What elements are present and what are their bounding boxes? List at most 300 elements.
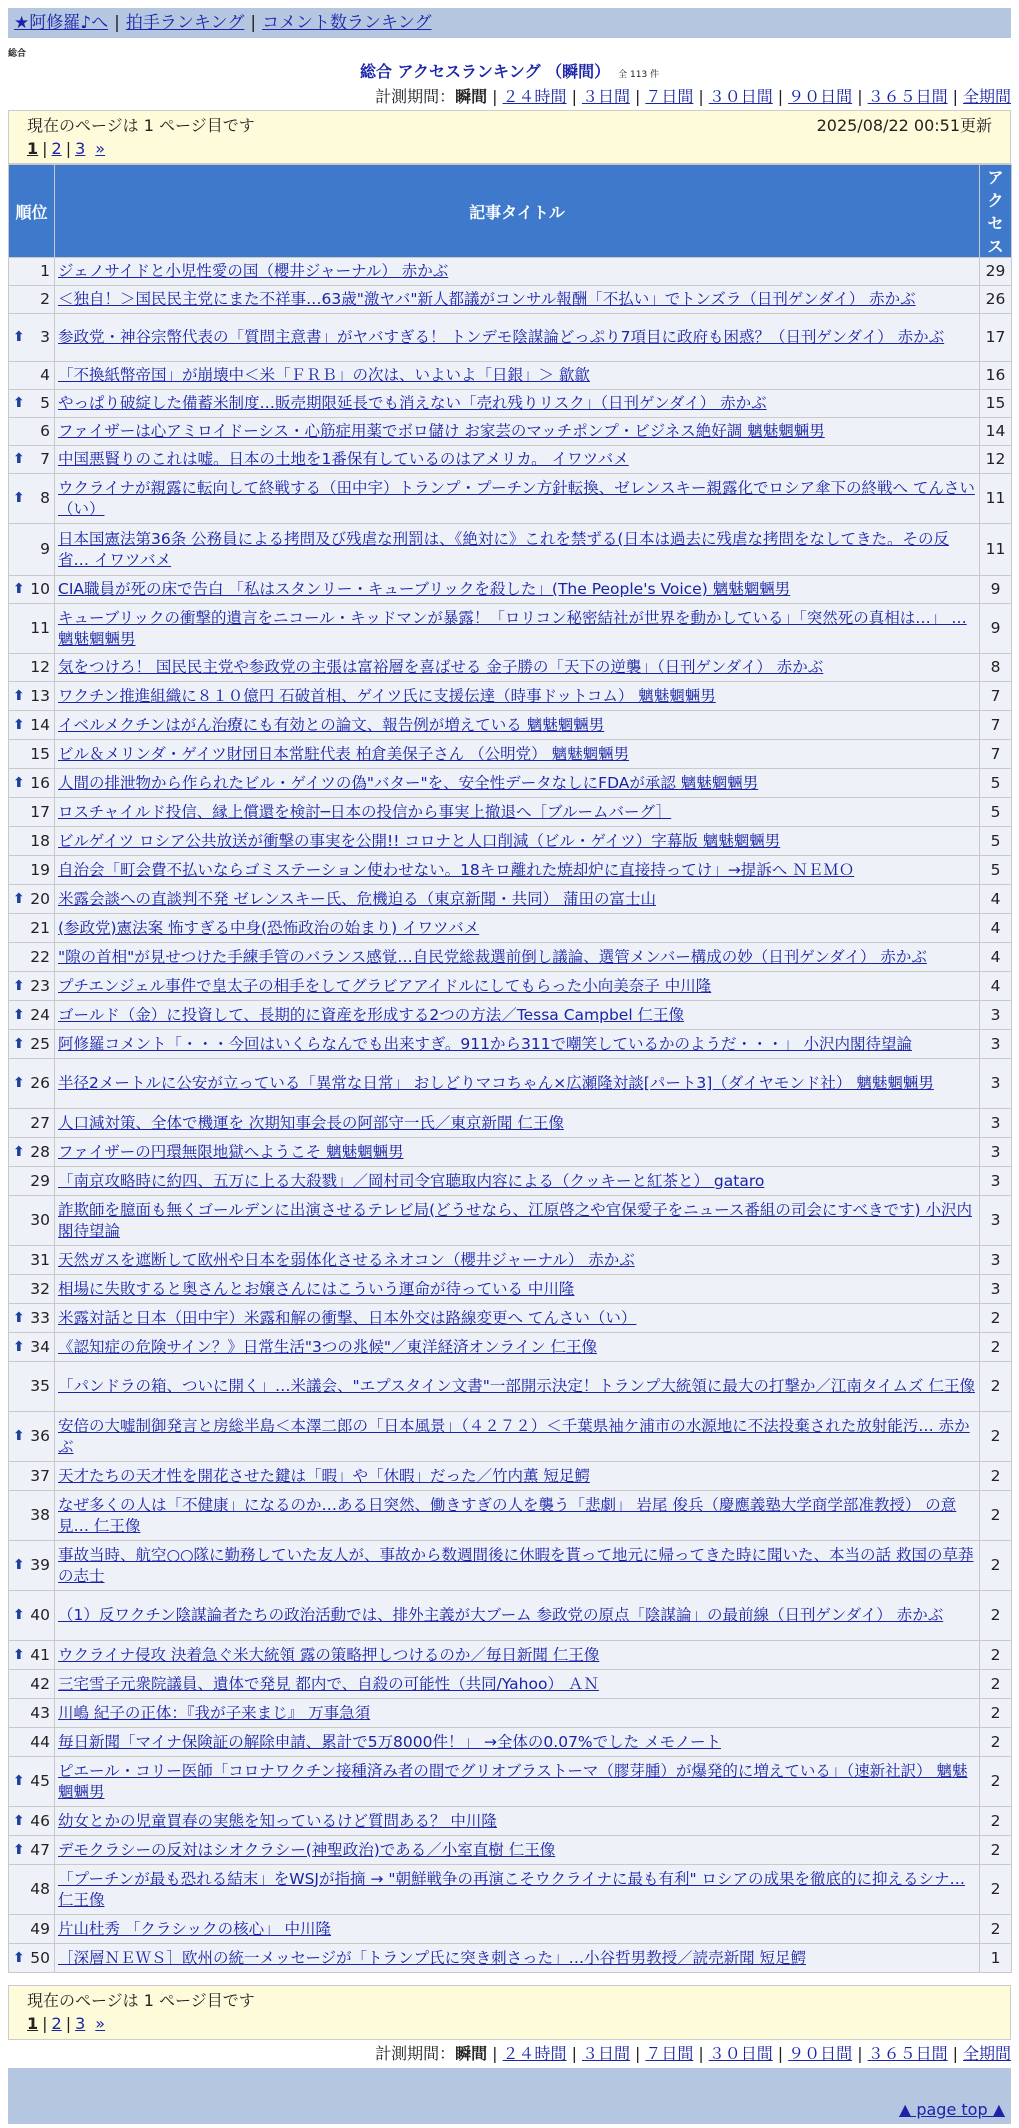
article-link[interactable]: 毎日新聞「マイナ保険証の解除申請、累計で5万8000件！」 →全体の0.07%でした メモノート — [58, 1732, 721, 1751]
title-cell — [55, 1915, 980, 1944]
title-cell — [55, 418, 980, 446]
rank-cell — [9, 1865, 55, 1915]
rank-number: 19 — [30, 860, 50, 879]
table-header-row — [9, 165, 1012, 258]
table-row — [9, 576, 1012, 604]
rank-cell — [9, 390, 55, 418]
article-link[interactable]: ［深層ＮＥＷＳ］欧州の統一メッセージが「トランプ氏に突き刺さった」…小谷哲男教授／読売新聞 短足鰐 — [58, 1948, 807, 1967]
rank-up-arrow-icon: ⬆ — [13, 1841, 25, 1858]
article-link[interactable]: 相場に失敗すると奥さんとお嬢さんにはこういう運命が待っている 中川隆 — [58, 1279, 575, 1298]
rank-up-arrow-icon: ⬆ — [13, 1035, 25, 1052]
article-link[interactable]: ゴールド（金）に投資して、長期的に資産を形成する2つの方法／Tessa Campbel 仁王像 — [58, 1005, 685, 1024]
rank-up-arrow-icon: ⬆ — [13, 774, 25, 791]
access-count: 8 — [980, 654, 1012, 682]
ranking-title: 総合 アクセスランキング （瞬間） — [359, 62, 611, 81]
table-row — [9, 1109, 1012, 1138]
rank-number: 50 — [30, 1948, 50, 1967]
table-row — [9, 1196, 1012, 1246]
table-row — [9, 740, 1012, 769]
title-cell — [55, 740, 980, 769]
page-link[interactable]: 2 — [51, 139, 62, 158]
table-row — [9, 524, 1012, 576]
rank-cell — [9, 576, 55, 604]
rank-number: 33 — [30, 1308, 50, 1327]
access-count: 2 — [980, 1412, 1012, 1462]
table-row — [9, 1059, 1012, 1109]
access-count: 17 — [980, 314, 1012, 362]
pager-bottom — [8, 1985, 1011, 2040]
access-count: 7 — [980, 682, 1012, 711]
title-cell — [55, 827, 980, 856]
article-link[interactable]: 三宅雪子元衆院議員、遺体で発見 都内で、自殺の可能性（共同/Yahoo） ＡＮ — [58, 1674, 599, 1693]
access-count: 26 — [980, 286, 1012, 314]
table-row — [9, 314, 1012, 362]
access-count: 4 — [980, 914, 1012, 943]
rank-cell — [9, 1167, 55, 1196]
title-cell — [55, 856, 980, 885]
rank-number: 29 — [30, 1171, 50, 1190]
top-nav — [8, 8, 1011, 38]
period-option-link[interactable]: ２４時間 — [502, 87, 567, 106]
table-row — [9, 914, 1012, 943]
period-separator: | — [952, 2044, 958, 2063]
rank-cell — [9, 286, 55, 314]
period-separator: | — [952, 87, 958, 106]
access-count: 2 — [980, 1304, 1012, 1333]
rank-number: 47 — [30, 1840, 50, 1859]
article-link[interactable]: 阿修羅コメント「・・・今回はいくらなんでも出来すぎ。911から311で嘲笑しているかのようだ・・・」 小沢内閣待望論 — [58, 1034, 912, 1053]
access-count: 4 — [980, 885, 1012, 914]
table-row — [9, 682, 1012, 711]
page-separator: | — [42, 139, 48, 158]
article-link[interactable]: ロスチャイルド投信、縁上償還を検討─日本の投信から事実上撤退へ［ブルームバーグ］ — [58, 802, 672, 821]
rank-up-arrow-icon: ⬆ — [13, 1338, 25, 1355]
title-cell — [55, 1641, 980, 1670]
article-link[interactable]: 川嶋 紀子の正体：『我が子来まじ』 万事急須 — [58, 1703, 371, 1722]
title-cell — [55, 1491, 980, 1541]
page-link[interactable]: 3 — [75, 2014, 86, 2033]
article-link[interactable]: 「プーチンが最も恐れる結末」をWSJが指摘 → "朝鮮戦争の再演こそウクライナに最も有利" ロシアの成果を徹底的に抑えるシナ… 仁王像 — [58, 1869, 966, 1909]
page-link[interactable]: 3 — [75, 139, 86, 158]
updated-time: 2025/08/22 00:51更新 — [816, 116, 992, 135]
title-cell — [55, 1944, 980, 1973]
title-cell — [55, 1275, 980, 1304]
table-row — [9, 1757, 1012, 1807]
article-link[interactable]: 半径2メートルに公安が立っている「異常な日常」 おしどりマコちゃん×広瀬隆対談[パート3]（ダイヤモンド社） 魑魅魍魎男 — [58, 1074, 934, 1092]
total-count: 全 113 件 — [618, 70, 660, 80]
article-link[interactable]: イベルメクチンはがん治療にも有効との論文、報告例が増えている 魑魅魍魎男 — [58, 715, 605, 734]
period-separator: | — [857, 2044, 863, 2063]
access-count: 5 — [980, 769, 1012, 798]
rank-number: 14 — [30, 715, 50, 734]
article-link[interactable]: 幼女とかの児童買春の実態を知っているけど質問ある？ 中川隆 — [58, 1811, 497, 1830]
page-separator: | — [65, 2014, 72, 2033]
table-row — [9, 1641, 1012, 1670]
rank-header: 順位 — [9, 165, 55, 258]
rank-cell — [9, 1757, 55, 1807]
page-links — [27, 137, 992, 161]
rank-cell — [9, 1491, 55, 1541]
period-separator: | — [492, 2044, 498, 2063]
rank-number: 37 — [30, 1466, 50, 1485]
rank-number: 41 — [30, 1645, 50, 1664]
rank-up-arrow-icon: ⬆ — [13, 490, 25, 506]
rank-number: 20 — [30, 889, 50, 908]
period-option-link[interactable]: ３日間 — [581, 2044, 630, 2063]
rank-cell — [9, 1541, 55, 1591]
rank-cell — [9, 740, 55, 769]
rank-number: 10 — [30, 580, 50, 598]
article-link[interactable]: 参政党・神谷宗幣代表の「質問主意書」がヤバすぎる！ トンデモ陰謀論どっぷり7項目に政府も困惑？（日刊ゲンダイ） 赤かぶ — [58, 328, 945, 346]
access-count: 11 — [980, 524, 1012, 576]
table-row — [9, 1030, 1012, 1059]
footer-bar — [8, 2068, 1011, 2098]
comment-ranking-link[interactable]: コメント数ランキング — [262, 13, 432, 33]
article-link[interactable]: 片山杜秀 「クラシックの核心」 中川隆 — [58, 1919, 332, 1938]
period-separator: | — [698, 2044, 704, 2063]
nav-separator: | — [114, 13, 120, 33]
article-link[interactable]: ファイザーの円環無限地獄へようこそ 魑魅魍魎男 — [58, 1142, 404, 1161]
period-option-link[interactable]: 全期間 — [962, 2044, 1011, 2063]
rank-up-arrow-icon: ⬆ — [13, 1949, 25, 1966]
article-link[interactable]: ピエール・コリー医師「コロナワクチン接種済み者の間でグリオブラストーマ（膠芽腫）が爆発的に増えている」（速新社訳） 魑魅魍魎男 — [58, 1761, 968, 1801]
page-link[interactable]: 2 — [51, 2014, 62, 2033]
table-row — [9, 1138, 1012, 1167]
rank-up-arrow-icon: ⬆ — [13, 451, 25, 467]
period-selector-top — [375, 86, 1011, 108]
rank-number: 23 — [30, 976, 50, 995]
table-row — [9, 1333, 1012, 1362]
rank-cell — [9, 943, 55, 972]
rank-up-arrow-icon: ⬆ — [13, 1006, 25, 1023]
rank-cell — [9, 1699, 55, 1728]
access-count: 16 — [980, 362, 1012, 390]
rank-up-arrow-icon: ⬆ — [13, 1812, 25, 1829]
title-cell — [55, 1030, 980, 1059]
period-selector-bottom — [375, 2043, 1011, 2065]
period-option-link[interactable]: ３６５日間 — [867, 2044, 948, 2063]
title-cell — [55, 1059, 980, 1109]
rank-cell — [9, 1641, 55, 1670]
rank-number: 42 — [30, 1674, 50, 1693]
rank-cell — [9, 258, 55, 286]
access-count: 2 — [980, 1836, 1012, 1865]
access-count: 15 — [980, 390, 1012, 418]
rank-cell — [9, 1030, 55, 1059]
rank-cell — [9, 682, 55, 711]
table-row — [9, 885, 1012, 914]
title-cell — [55, 1362, 980, 1412]
article-link[interactable]: 「南京攻略時に約四、五万に上る大殺戮」／岡村司令官聴取内容による（クッキーと紅茶と） gataro — [58, 1171, 765, 1190]
article-link[interactable]: 中国悪賢りのこれは嘘。日本の土地を1番保有しているのはアメリカ。 イワツバメ — [58, 450, 629, 468]
rank-up-arrow-icon: ⬆ — [13, 329, 25, 345]
title-cell — [55, 1333, 980, 1362]
period-separator: | — [634, 2044, 641, 2063]
table-row — [9, 1915, 1012, 1944]
rank-cell — [9, 1836, 55, 1865]
article-link[interactable]: やっぱり破綻した備蓄米制度…販売期限延長でも消えない「売れ残りリスク」（日刊ゲンダイ） 赤かぶ — [58, 394, 767, 412]
rank-up-arrow-icon: ⬆ — [13, 890, 25, 907]
rank-number: 17 — [30, 802, 50, 821]
article-link[interactable]: CIA職員が死の床で告白 「私はスタンリー・キューブリックを殺した」(The People's Voice) 魑魅魍魎男 — [58, 580, 791, 598]
access-count: 4 — [980, 972, 1012, 1001]
access-count: 2 — [980, 1362, 1012, 1412]
rank-number: 24 — [30, 1005, 50, 1024]
table-row — [9, 1807, 1012, 1836]
period-separator: | — [777, 87, 784, 106]
article-link[interactable]: ジェノサイドと小児性愛の国（櫻井ジャーナル） 赤かぶ — [58, 262, 449, 280]
table-row — [9, 362, 1012, 390]
table-row — [9, 1728, 1012, 1757]
period-option-link[interactable]: ７日間 — [645, 2044, 694, 2063]
rank-number: 9 — [40, 540, 50, 558]
period-option-link[interactable]: ９０日間 — [788, 87, 853, 106]
article-link[interactable]: ウクライナ侵攻 決着急ぐ米大統領 露の策略押しつけるのか／毎日新聞 仁王像 — [58, 1645, 600, 1664]
article-link[interactable]: "隙の首相"が見せつけた手練手管のバランス感覚…自民党総裁選前倒し議論、選管メンバー構成の妙（日刊ゲンダイ） 赤かぶ — [58, 947, 927, 966]
article-link[interactable]: 自治会「町会費不払いならゴミステーション使わせない。18キロ離れた焼却炉に直接持ってけ」→提訴へ ＮＥＭＯ — [58, 860, 855, 879]
rank-number: 27 — [30, 1113, 50, 1132]
article-link[interactable]: (参政党)憲法案 怖すぎる中身(恐怖政治の始まり) イワツバメ — [58, 918, 480, 937]
table-row — [9, 711, 1012, 740]
access-count: 2 — [980, 1670, 1012, 1699]
table-row — [9, 604, 1012, 654]
rank-up-arrow-icon: ⬆ — [13, 687, 25, 704]
access-count: 7 — [980, 740, 1012, 769]
rank-cell — [9, 711, 55, 740]
rank-number: 49 — [30, 1919, 50, 1938]
period-option-link[interactable]: ３０日間 — [708, 2044, 773, 2063]
period-option-link[interactable]: ３６５日間 — [867, 87, 948, 106]
access-count: 2 — [980, 1699, 1012, 1728]
article-link[interactable]: ファイザーは心アミロイドーシス・心筋症用薬でボロ儲け お家芸のマッチポンプ・ビジネス絶好調 魑魅魍魎男 — [58, 422, 825, 440]
access-count: 2 — [980, 1491, 1012, 1541]
table-row — [9, 1304, 1012, 1333]
table-row — [9, 1944, 1012, 1973]
article-link[interactable]: ウクライナが親露に転向して終戦する（田中宇）トランプ・プーチン方針転換、ゼレンスキー親露化でロシア傘下の終戦へ てんさい（い） — [58, 478, 975, 518]
title-header: 記事タイトル — [55, 165, 980, 258]
rank-number: 39 — [30, 1556, 50, 1574]
access-count: 1 — [980, 1944, 1012, 1973]
page-status: 現在のページは 1 ページ目です — [27, 116, 255, 135]
title-cell — [55, 885, 980, 914]
article-link[interactable]: 安倍の大嘘制御発言と房総半島＜本澤二郎の「日本風景」（４２７２）＜千葉県袖ケ浦市の水源地に不法投棄された放射能汚… 赤かぶ — [58, 1416, 970, 1456]
title-cell — [55, 286, 980, 314]
rank-number: 45 — [30, 1772, 50, 1790]
article-link[interactable]: なぜ多くの人は「不健康」になるのか…ある日突然、働きすぎの人を襲う「悲劇」 岩尾 俊兵（慶應義塾大学商学部准教授） の意見… 仁王像 — [58, 1495, 957, 1535]
access-count: 2 — [980, 1541, 1012, 1591]
rank-up-arrow-icon: ⬆ — [13, 977, 25, 994]
period-option-link[interactable]: ３日間 — [581, 87, 630, 106]
rank-cell — [9, 885, 55, 914]
rank-cell — [9, 1944, 55, 1973]
table-row — [9, 258, 1012, 286]
access-count: 2 — [980, 1865, 1012, 1915]
applause-ranking-link[interactable]: 拍手ランキング — [125, 13, 245, 33]
article-link[interactable]: デモクラシーの反対はシオクラシー(神聖政治)である／小室直樹 仁王像 — [58, 1840, 556, 1859]
title-cell — [55, 769, 980, 798]
article-link[interactable]: 天才たちの天才性を開花させた鍵は「暇」や「休暇」だった／竹内薫 短足鰐 — [58, 1466, 590, 1485]
page-top-link[interactable]: ▲ page top ▲ — [898, 2100, 1005, 2119]
period-option-link[interactable]: 全期間 — [962, 87, 1011, 106]
title-cell — [55, 914, 980, 943]
next-page-link[interactable]: » — [95, 139, 106, 158]
period-separator: | — [634, 87, 641, 106]
article-link[interactable]: ワクチン推進組織に８１０億円 石破首相、ゲイツ氏に支援伝達（時事ドットコム） 魑魅魍魎男 — [58, 686, 716, 705]
access-count: 29 — [980, 258, 1012, 286]
title-cell — [55, 711, 980, 740]
article-link[interactable]: ビルゲイツ ロシア公共放送が衝撃の事実を公開!! コロナと人口削減（ビル・ゲイツ）字幕版 魑魅魍魎男 — [58, 831, 781, 850]
rank-up-arrow-icon: ⬆ — [13, 1428, 25, 1444]
rank-cell — [9, 1333, 55, 1362]
rank-cell — [9, 1059, 55, 1109]
title-cell — [55, 314, 980, 362]
access-count: 3 — [980, 1030, 1012, 1059]
article-link[interactable]: ＜独自！＞国民民主党にまた不祥事…63歳"激ヤバ"新人都議がコンサル報酬「不払い」でトンズラ（日刊ゲンダイ） 赤かぶ — [58, 290, 916, 308]
rank-number: 22 — [30, 947, 50, 966]
access-count: 2 — [980, 1757, 1012, 1807]
table-row — [9, 1246, 1012, 1275]
title-cell — [55, 1196, 980, 1246]
rank-cell — [9, 769, 55, 798]
page-links-bottom — [27, 2012, 992, 2036]
rank-up-arrow-icon: ⬆ — [13, 1143, 25, 1160]
period-option-link[interactable]: ９０日間 — [788, 2044, 853, 2063]
table-row — [9, 1670, 1012, 1699]
table-row — [9, 474, 1012, 524]
title-cell — [55, 576, 980, 604]
access-count: 2 — [980, 1807, 1012, 1836]
title-cell — [55, 1109, 980, 1138]
table-row — [9, 1865, 1012, 1915]
access-count: 3 — [980, 1109, 1012, 1138]
rank-number: 28 — [30, 1142, 50, 1161]
rank-number: 26 — [30, 1074, 50, 1092]
table-row — [9, 972, 1012, 1001]
rank-number: 7 — [40, 450, 50, 468]
article-link[interactable]: 米露対話と日本（田中宇）米露和解の衝撃、日本外交は路線変更へ てんさい（い） — [58, 1308, 637, 1327]
access-count: 5 — [980, 856, 1012, 885]
article-link[interactable]: 事故当時、航空○○隊に勤務していた友人が、事故から数週間後に休暇を貰って地元に帰ってきた時に聞いた、本当の話 救国の草莽の志士 — [58, 1545, 974, 1585]
article-link[interactable]: 気をつけろ！ 国民民主党や参政党の主張は富裕層を喜ばせる 金子勝の「天下の逆襲」（日刊ゲンダイ） 赤かぶ — [58, 658, 824, 676]
rank-cell — [9, 1275, 55, 1304]
rank-cell — [9, 1304, 55, 1333]
rank-up-arrow-icon: ⬆ — [13, 1773, 25, 1789]
title-cell — [55, 1167, 980, 1196]
rank-number: 46 — [30, 1811, 50, 1830]
rank-cell — [9, 654, 55, 682]
home-link[interactable]: ★阿修羅♪へ — [14, 13, 109, 33]
rank-number: 40 — [30, 1606, 50, 1624]
table-row — [9, 418, 1012, 446]
title-cell — [55, 258, 980, 286]
article-link[interactable]: 《認知症の危険サイン？》日常生活"3つの兆候"／東洋経済オンライン 仁王像 — [58, 1337, 597, 1356]
pager-top — [8, 110, 1011, 164]
table-row — [9, 798, 1012, 827]
page-status-bottom: 現在のページは 1 ページ目です — [27, 1991, 255, 2010]
period-label: 計測期間： — [375, 2044, 456, 2063]
rank-number: 21 — [30, 918, 50, 937]
article-link[interactable]: 人口減対策、全体で機運を 次期知事会長の阿部守一氏／東京新聞 仁王像 — [58, 1113, 564, 1132]
table-row — [9, 1167, 1012, 1196]
period-separator: | — [492, 87, 498, 106]
rank-cell — [9, 1362, 55, 1412]
access-count: 9 — [980, 604, 1012, 654]
article-link[interactable]: 米露会談への直談判不発 ゼレンスキー氏、危機迫る（東京新聞・共同） 蒲田の富士山 — [58, 889, 657, 908]
table-row — [9, 1001, 1012, 1030]
title-cell — [55, 1412, 980, 1462]
period-separator: | — [777, 2044, 784, 2063]
table-row — [9, 769, 1012, 798]
title-cell — [55, 654, 980, 682]
access-count: 2 — [980, 1462, 1012, 1491]
rank-cell — [9, 1109, 55, 1138]
rank-cell — [9, 362, 55, 390]
access-count: 3 — [980, 1001, 1012, 1030]
rank-cell — [9, 1196, 55, 1246]
article-link[interactable]: 「パンドラの箱、ついに開く」…米議会、"エプスタイン文書"一部開示決定！トランプ大統領に最大の打撃か／江南タイムズ 仁王像 — [58, 1377, 975, 1395]
rank-cell — [9, 827, 55, 856]
period-current: 瞬間 — [455, 2044, 488, 2063]
period-option-link[interactable]: ２４時間 — [502, 2044, 567, 2063]
rank-cell — [9, 1138, 55, 1167]
rank-number: 3 — [40, 328, 50, 346]
next-page-link[interactable]: » — [95, 2014, 106, 2033]
rank-number: 35 — [30, 1377, 50, 1395]
article-link[interactable]: 人間の排泄物から作られたビル・ゲイツの偽"バター"を、安全性データなしにFDAが承認 魑魅魍魎男 — [58, 773, 759, 792]
article-link[interactable]: 日本国憲法第36条 公務員による拷問及び残虐な刑罰は、《絶対に》これを禁ずる(日本は過去に残虐な拷問をなしてきた。その反省… イワツバメ — [58, 529, 949, 569]
current-page: 1 — [27, 139, 39, 158]
article-link[interactable]: 「不換紙幣帝国」が崩壊中＜米「ＦＲＢ」の次は、いよいよ「日銀」＞ 歙歙 — [58, 366, 590, 384]
access-count: 2 — [980, 1333, 1012, 1362]
rank-number: 12 — [30, 658, 50, 676]
article-link[interactable]: 詐欺師を臆面も無くゴールデンに出演させるテレビ局(どうせなら、江原啓之や官保愛子をニュース番組の司会にすべきです) 小沢内閣待望論 — [58, 1200, 973, 1240]
access-count: 7 — [980, 711, 1012, 740]
rank-cell — [9, 914, 55, 943]
rank-number: 4 — [40, 366, 50, 384]
period-option-link[interactable]: ７日間 — [645, 87, 694, 106]
rank-cell — [9, 1591, 55, 1641]
access-count: 3 — [980, 1196, 1012, 1246]
category-label: 総合 — [8, 49, 27, 59]
title-cell — [55, 943, 980, 972]
rank-number: 31 — [30, 1250, 50, 1269]
title-cell — [55, 446, 980, 474]
access-count: 9 — [980, 576, 1012, 604]
article-link[interactable]: プチエンジェル事件で皇太子の相手をしてグラビアアイドルにしてもらった小向美奈子 中川隆 — [58, 976, 712, 995]
period-separator: | — [698, 87, 704, 106]
access-count: 2 — [980, 1915, 1012, 1944]
rank-number: 6 — [40, 422, 50, 440]
title-cell — [55, 1541, 980, 1591]
access-count: 3 — [980, 1167, 1012, 1196]
article-link[interactable]: 天然ガスを遮断して欧州や日本を弱体化させるネオコン（櫻井ジャーナル） 赤かぶ — [58, 1250, 635, 1269]
access-count: 3 — [980, 1275, 1012, 1304]
article-link[interactable]: ビル＆メリンダ・ゲイツ財団日本常駐代表 柏倉美保子さん （公明党） 魑魅魍魎男 — [58, 744, 630, 763]
article-link[interactable]: キューブリックの衝撃的遺言をニコール・キッドマンが暴露！「ロリコン秘密結社が世界を動かしている」「突然死の真相は…」 … 魑魅魍魎男 — [58, 608, 967, 648]
page-title — [8, 62, 1011, 85]
access-count: 4 — [980, 943, 1012, 972]
title-cell — [55, 972, 980, 1001]
article-link[interactable]: （1）反ワクチン陰謀論者たちの政治活動では、排外主義が大ブーム 参政党の原点「陰謀論」の最前線（日刊ゲンダイ） 赤かぶ — [58, 1606, 944, 1624]
table-row — [9, 827, 1012, 856]
table-row — [9, 446, 1012, 474]
period-option-link[interactable]: ３０日間 — [708, 87, 773, 106]
title-cell — [55, 1001, 980, 1030]
rank-cell — [9, 1915, 55, 1944]
table-row — [9, 1541, 1012, 1591]
rank-number: 16 — [30, 773, 50, 792]
title-cell — [55, 362, 980, 390]
